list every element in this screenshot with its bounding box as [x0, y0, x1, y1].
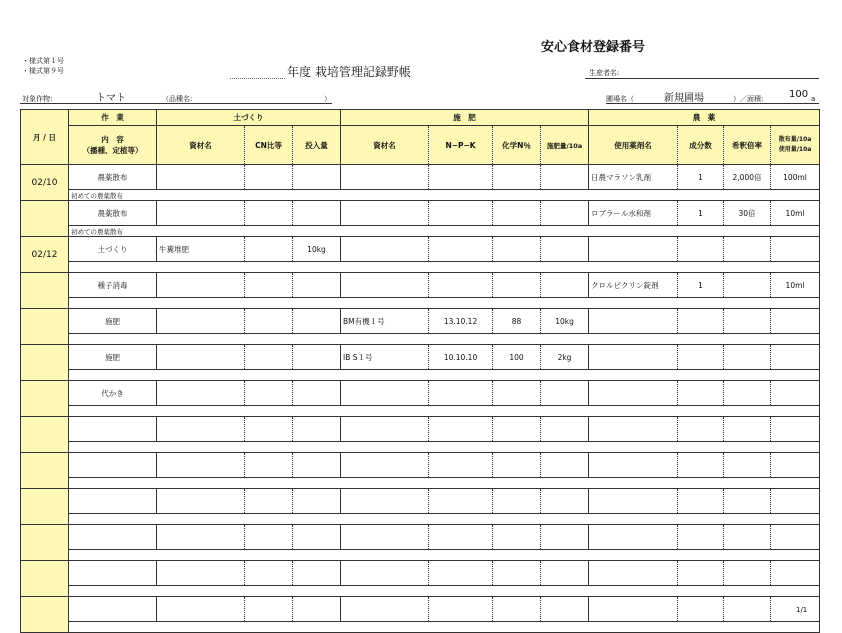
record-note-row — [21, 334, 820, 345]
form-id-2: ・様式第９号 — [22, 67, 64, 75]
record-note[interactable] — [69, 586, 820, 597]
record-fert-amount[interactable] — [541, 453, 589, 478]
record-note-row — [21, 514, 820, 525]
record-fert-material[interactable] — [341, 525, 429, 550]
crop-underline — [20, 103, 332, 104]
header-pest-dilution: 希釈倍率 — [724, 126, 771, 165]
record-fert-amount[interactable] — [541, 381, 589, 406]
record-fert-material[interactable] — [341, 597, 429, 622]
record-row — [21, 381, 820, 406]
record-note[interactable] — [69, 298, 820, 309]
header-soil-material: 資材名 — [157, 126, 245, 165]
record-pest-dilution[interactable] — [724, 525, 771, 550]
record-fert-material[interactable]: IB S１号 — [341, 345, 429, 370]
header-fertilizer-group: 施 肥 — [341, 110, 589, 126]
record-pest-name[interactable]: クロルピクリン錠剤 — [589, 273, 678, 298]
record-note-row — [21, 262, 820, 273]
record-work[interactable]: 農薬散布 — [69, 165, 157, 190]
record-pest-amount[interactable] — [771, 381, 820, 406]
producer-underline — [585, 78, 819, 79]
record-pest-dilution[interactable] — [724, 381, 771, 406]
record-pest-dilution[interactable] — [724, 489, 771, 514]
record-soil-material[interactable] — [157, 165, 245, 190]
record-soil-cn[interactable] — [245, 273, 293, 298]
header-pest-count: 成分数 — [678, 126, 724, 165]
record-note[interactable]: 初めての農薬散布 — [69, 190, 820, 201]
record-work[interactable] — [69, 453, 157, 478]
year-blank-line — [230, 78, 285, 79]
record-soil-cn[interactable] — [245, 489, 293, 514]
header-soil-cn: CN比等 — [245, 126, 293, 165]
record-soil-amount[interactable] — [293, 489, 341, 514]
field-value[interactable]: 新規圃場 — [664, 93, 704, 104]
record-note[interactable] — [69, 442, 820, 453]
record-pest-count[interactable] — [678, 489, 724, 514]
record-pest-amount[interactable]: 100ml — [771, 165, 820, 190]
record-fert-chem[interactable]: 100 — [493, 345, 541, 370]
record-fert-chem[interactable] — [493, 417, 541, 442]
record-soil-cn[interactable] — [245, 561, 293, 586]
record-row — [21, 309, 820, 334]
crop-value[interactable]: トマト — [96, 93, 126, 104]
record-soil-amount[interactable] — [293, 165, 341, 190]
record-note[interactable] — [69, 514, 820, 525]
record-pest-dilution[interactable] — [724, 597, 771, 622]
record-note-row — [21, 370, 820, 381]
record-note-row — [21, 226, 820, 237]
record-pest-count[interactable] — [678, 453, 724, 478]
record-fert-chem[interactable] — [493, 381, 541, 406]
record-work[interactable]: 土づくり — [69, 237, 157, 262]
header-pesticide-group: 農 薬 — [589, 110, 820, 126]
header-work-content — [69, 126, 157, 165]
record-pest-amount[interactable] — [771, 525, 820, 550]
record-pest-dilution[interactable] — [724, 237, 771, 262]
record-fert-npk[interactable] — [429, 201, 493, 226]
header-row-columns — [21, 126, 820, 165]
record-note-row — [21, 406, 820, 417]
record-soil-cn[interactable] — [245, 165, 293, 190]
record-pest-name[interactable] — [589, 309, 678, 334]
record-fert-npk[interactable] — [429, 453, 493, 478]
header-pest-amount-b: 使用量/10a — [778, 146, 812, 153]
record-soil-amount[interactable] — [293, 525, 341, 550]
record-fert-amount[interactable] — [541, 237, 589, 262]
header-pest-amount — [771, 126, 820, 165]
record-fert-npk[interactable] — [429, 489, 493, 514]
record-soil-material[interactable] — [157, 345, 245, 370]
record-fert-amount[interactable]: 2kg — [541, 345, 589, 370]
record-pest-name[interactable] — [589, 525, 678, 550]
variety-close: ） — [324, 95, 331, 103]
header-fert-npk: N−P−K — [429, 126, 493, 165]
record-soil-material[interactable] — [157, 489, 245, 514]
area-unit: a — [811, 95, 816, 103]
record-soil-amount[interactable] — [293, 309, 341, 334]
record-fert-chem[interactable] — [493, 453, 541, 478]
header-work-content-sub: （播種、定植等） — [82, 146, 143, 155]
record-date[interactable]: 02/10 — [21, 165, 69, 201]
record-pest-count[interactable]: 1 — [678, 201, 724, 226]
record-date[interactable] — [21, 453, 69, 489]
record-date[interactable] — [21, 201, 69, 237]
record-pest-count[interactable]: 1 — [678, 273, 724, 298]
record-pest-count[interactable] — [678, 417, 724, 442]
record-work[interactable]: 農薬散布 — [69, 201, 157, 226]
record-pest-dilution[interactable]: 30倍 — [724, 201, 771, 226]
record-fert-chem[interactable] — [493, 237, 541, 262]
record-fert-npk[interactable] — [429, 273, 493, 298]
record-fert-material[interactable] — [341, 489, 429, 514]
record-pest-dilution[interactable] — [724, 309, 771, 334]
record-date[interactable] — [21, 417, 69, 453]
record-pest-count[interactable] — [678, 237, 724, 262]
header-soil-group: 土づくり — [157, 110, 341, 126]
record-soil-cn[interactable] — [245, 525, 293, 550]
record-fert-npk[interactable] — [429, 381, 493, 406]
header-row-groups — [21, 110, 820, 126]
record-pest-count[interactable] — [678, 525, 724, 550]
record-date[interactable]: 02/12 — [21, 237, 69, 273]
record-pest-count[interactable] — [678, 561, 724, 586]
record-note-row — [21, 622, 820, 633]
record-soil-amount[interactable] — [293, 417, 341, 442]
record-fert-amount[interactable] — [541, 165, 589, 190]
record-soil-amount[interactable] — [293, 381, 341, 406]
record-fert-chem[interactable] — [493, 561, 541, 586]
record-pest-count[interactable] — [678, 381, 724, 406]
header-fert-chem: 化学N％ — [493, 126, 541, 165]
record-date[interactable] — [21, 309, 69, 345]
record-fert-npk[interactable]: 13.10.12 — [429, 309, 493, 334]
record-soil-material[interactable] — [157, 561, 245, 586]
record-fert-npk[interactable] — [429, 561, 493, 586]
record-work[interactable]: 施肥 — [69, 309, 157, 334]
record-pest-name[interactable] — [589, 417, 678, 442]
record-note-row — [21, 586, 820, 597]
record-pest-amount[interactable] — [771, 417, 820, 442]
record-row — [21, 237, 820, 262]
record-fert-material[interactable] — [341, 453, 429, 478]
record-date[interactable] — [21, 597, 69, 633]
record-soil-amount[interactable] — [293, 273, 341, 298]
form-id-1: ・様式第１号 — [22, 57, 64, 65]
record-fert-material[interactable] — [341, 201, 429, 226]
record-fert-amount[interactable] — [541, 273, 589, 298]
record-fert-npk[interactable] — [429, 237, 493, 262]
record-pest-dilution[interactable] — [724, 561, 771, 586]
record-work[interactable] — [69, 417, 157, 442]
record-pest-dilution[interactable]: 2,000倍 — [724, 165, 771, 190]
record-fert-npk[interactable]: 10.10.10 — [429, 345, 493, 370]
record-pest-name[interactable] — [589, 489, 678, 514]
record-soil-material[interactable] — [157, 309, 245, 334]
record-fert-npk[interactable] — [429, 597, 493, 622]
record-soil-material[interactable] — [157, 597, 245, 622]
record-pest-name[interactable] — [589, 561, 678, 586]
record-soil-cn[interactable] — [245, 381, 293, 406]
record-fert-material[interactable]: BM有機１号 — [341, 309, 429, 334]
record-row — [21, 165, 820, 190]
record-row — [21, 453, 820, 478]
doc-title: 年度 栽培管理記録野帳 — [287, 65, 411, 79]
record-pest-count[interactable] — [678, 345, 724, 370]
record-fert-material[interactable] — [341, 237, 429, 262]
record-fert-npk[interactable] — [429, 165, 493, 190]
record-note[interactable] — [69, 550, 820, 561]
record-work[interactable] — [69, 561, 157, 586]
variety-label: （品種名: — [162, 95, 193, 103]
record-soil-cn[interactable] — [245, 201, 293, 226]
record-pest-count[interactable] — [678, 309, 724, 334]
record-fert-npk[interactable] — [429, 525, 493, 550]
record-fert-chem[interactable]: 88 — [493, 309, 541, 334]
record-pest-count[interactable] — [678, 597, 724, 622]
record-pest-dilution[interactable] — [724, 273, 771, 298]
record-date[interactable] — [21, 489, 69, 525]
record-pest-amount[interactable] — [771, 489, 820, 514]
record-pest-amount[interactable] — [771, 345, 820, 370]
record-soil-amount[interactable] — [293, 201, 341, 226]
record-soil-material[interactable] — [157, 273, 245, 298]
record-note[interactable] — [69, 622, 820, 633]
record-fert-amount[interactable] — [541, 597, 589, 622]
record-fert-npk[interactable] — [429, 417, 493, 442]
record-soil-amount[interactable]: 10kg — [293, 237, 341, 262]
area-label: ）／面積: — [733, 95, 764, 103]
record-fert-amount[interactable] — [541, 489, 589, 514]
record-note[interactable]: 初めての農薬散布 — [69, 226, 820, 237]
record-soil-cn[interactable] — [245, 417, 293, 442]
record-row — [21, 345, 820, 370]
record-soil-cn[interactable] — [245, 237, 293, 262]
record-pest-dilution[interactable] — [724, 417, 771, 442]
record-fert-amount[interactable] — [541, 417, 589, 442]
record-soil-cn[interactable] — [245, 309, 293, 334]
record-row — [21, 525, 820, 550]
record-note[interactable] — [69, 262, 820, 273]
record-work[interactable]: 種子消毒 — [69, 273, 157, 298]
record-note[interactable] — [69, 406, 820, 417]
header-work-content-label: 内 容 — [101, 135, 124, 144]
record-row — [21, 489, 820, 514]
record-note[interactable] — [69, 370, 820, 381]
record-note-row — [21, 478, 820, 489]
record-note[interactable] — [69, 478, 820, 489]
producer-label: 生産者名: — [589, 69, 620, 77]
record-date[interactable] — [21, 381, 69, 417]
record-pest-count[interactable]: 1 — [678, 165, 724, 190]
record-fert-material[interactable] — [341, 273, 429, 298]
header-fert-amount: 施肥量/10a — [541, 126, 589, 165]
record-date[interactable] — [21, 525, 69, 561]
record-note-row — [21, 298, 820, 309]
crop-label: 対象作物: — [22, 95, 53, 103]
record-fert-material[interactable] — [341, 561, 429, 586]
field-label: 圃場名（ — [606, 95, 634, 103]
record-soil-material[interactable] — [157, 525, 245, 550]
record-fert-material[interactable] — [341, 381, 429, 406]
header-pest-amount-a: 散布量/10a — [778, 136, 812, 143]
record-row — [21, 561, 820, 586]
record-fert-chem[interactable] — [493, 273, 541, 298]
record-soil-amount[interactable] — [293, 597, 341, 622]
record-work[interactable] — [69, 489, 157, 514]
record-pest-amount[interactable] — [771, 453, 820, 478]
header-pest-name: 使用薬剤名 — [589, 126, 678, 165]
header-fert-material: 資材名 — [341, 126, 429, 165]
record-pest-name[interactable] — [589, 381, 678, 406]
record-fert-amount[interactable] — [541, 561, 589, 586]
record-fert-material[interactable] — [341, 417, 429, 442]
record-row — [21, 273, 820, 298]
record-pest-dilution[interactable] — [724, 453, 771, 478]
record-fert-amount[interactable] — [541, 525, 589, 550]
record-work[interactable] — [69, 597, 157, 622]
record-fert-material[interactable] — [341, 165, 429, 190]
record-pest-name[interactable] — [589, 237, 678, 262]
record-pest-name[interactable] — [589, 345, 678, 370]
record-note-row — [21, 190, 820, 201]
record-row — [21, 597, 820, 622]
record-soil-cn[interactable] — [245, 345, 293, 370]
record-pest-dilution[interactable] — [724, 345, 771, 370]
record-pest-name[interactable] — [589, 453, 678, 478]
record-work[interactable]: 施肥 — [69, 345, 157, 370]
registration-title: 安心食材登録番号 — [541, 40, 646, 55]
record-pest-amount[interactable]: 10ml — [771, 273, 820, 298]
record-fert-chem[interactable] — [493, 489, 541, 514]
header-work-group: 作 業 — [69, 110, 157, 126]
record-date[interactable] — [21, 561, 69, 597]
record-date[interactable] — [21, 273, 69, 309]
record-soil-amount[interactable] — [293, 561, 341, 586]
record-work[interactable]: 代かき — [69, 381, 157, 406]
record-date[interactable] — [21, 345, 69, 381]
header-soil-amount: 投入量 — [293, 126, 341, 165]
record-pest-name[interactable] — [589, 597, 678, 622]
record-note[interactable] — [69, 334, 820, 345]
record-pest-amount[interactable]: 10ml — [771, 201, 820, 226]
record-soil-material[interactable] — [157, 417, 245, 442]
record-pest-amount[interactable] — [771, 309, 820, 334]
header-date: 月 / 日 — [21, 110, 69, 165]
record-fert-amount[interactable] — [541, 201, 589, 226]
record-row — [21, 201, 820, 226]
record-soil-material[interactable] — [157, 201, 245, 226]
area-value[interactable]: 100 — [789, 89, 809, 100]
record-pest-name[interactable]: ロブラール水和剤 — [589, 201, 678, 226]
record-soil-cn[interactable] — [245, 597, 293, 622]
record-soil-material[interactable] — [157, 381, 245, 406]
record-row — [21, 417, 820, 442]
record-fert-amount[interactable]: 10kg — [541, 309, 589, 334]
record-pest-name[interactable]: 日農マラソン乳剤 — [589, 165, 678, 190]
record-note-row — [21, 442, 820, 453]
record-fert-chem[interactable] — [493, 201, 541, 226]
record-soil-amount[interactable] — [293, 345, 341, 370]
record-fert-chem[interactable] — [493, 525, 541, 550]
page-number: 1/1 — [796, 606, 808, 614]
record-pest-amount[interactable] — [771, 237, 820, 262]
record-note-row — [21, 550, 820, 561]
record-soil-material[interactable] — [157, 453, 245, 478]
record-pest-amount[interactable] — [771, 561, 820, 586]
record-fert-chem[interactable] — [493, 165, 541, 190]
record-work[interactable] — [69, 525, 157, 550]
record-fert-chem[interactable] — [493, 597, 541, 622]
field-underline — [606, 103, 819, 104]
record-soil-cn[interactable] — [245, 453, 293, 478]
record-soil-material[interactable]: 牛糞堆肥 — [157, 237, 245, 262]
cultivation-record-table — [20, 109, 820, 633]
record-soil-amount[interactable] — [293, 453, 341, 478]
